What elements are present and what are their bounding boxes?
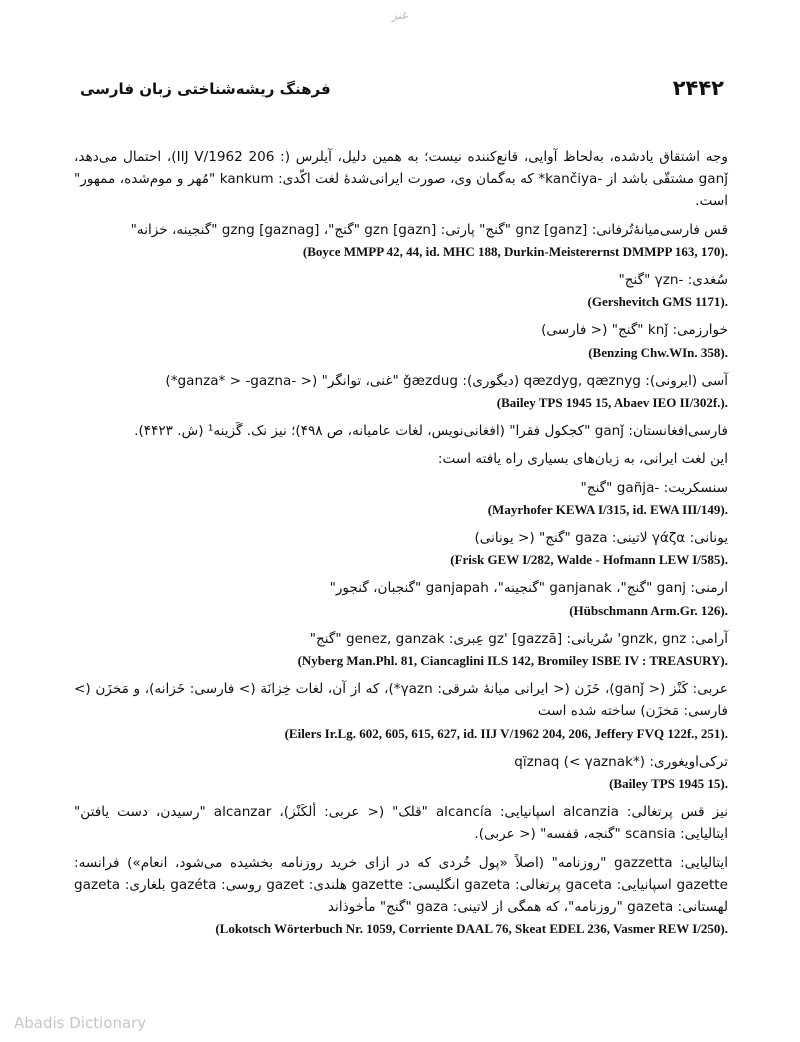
paragraph-arabic: عربی: کَنْز (< ganǰ)، خَزَن (< ایرانی میانهٔ شرقی: γazn*)، که از آن، لغات خِزانَة (> فارسی: خَزانه)، و مَخزَن (> فارسی: مَخزَن) ساخته شده است (Eilers Ir.Lg. 602, 605, 615, 627, id. IIJ V/1962 204, 206, Jeffery FVQ 122f., 251). [74,678,728,745]
paragraph-middle-persian: قس فارسی‌میانهٔ‌تُرفانی: gnz [ganz] "گنج" پارتی: gzn [gazn] "گنج"، gzng [gaznag] "گنجینه، خزانه" (Boyce MMPP 42, 44, id. MHC 188, Durkin-Meisterernst DMMPP 163, 170). [74,219,728,263]
citation: (Hübschmann Arm.Gr. 126). [569,602,728,618]
citation: (Boyce MMPP 42, 44, id. MHC 188, Durkin-Meisterernst DMMPP 163, 170). [302,243,728,259]
paragraph-khwarezmian: خوارزمی: knǰ "گنج" (< فارسی) (Benzing Chw.WIn. 358). [74,319,728,363]
citation: (Nyberg Man.Phl. 81, Ciancaglini ILS 142, Bromiley ISBE IV : TREASURY). [297,653,728,669]
page-number: ۲۴۴۲ [672,76,724,100]
paragraph-etymology: وجه اشتقاق یادشده، به‌لحاظ آوایی، قانع‌کننده نیست؛ به همین دلیل، آیلرس (: 206 IIJ V/1962)، احتمال می‌دهد، ganǰ مشتقّی باشد از -kančiya* که به‌گمان وی، صورت ایرانی‌شدهٔ لغت اکّدی: kankum "مُهر و موم‌شده، ممهور" است. [74,149,729,210]
citation: (Eilers Ir.Lg. 602, 605, 615, 627, id. IIJ V/1962 204, 206, Jeffery FVQ 122f., 251). [284,725,728,741]
paragraph-afghan-persian: فارسی‌افغانستان: ganǰ "کجکول فقرا" (افغانی‌نویس، لغات عامیانه، ص ۴۹۸)؛ نیز نک. گَزینه¹ (ش. ۴۴۲۳). [134,423,728,440]
paragraph-romance: نیز قس پرتغالی: alcanzia اسپانیایی: alcancía "قلک" (< عربی: ألکَنْز)، alcanzar "رسیدن، دست یافتن" ایتالیایی: scansia "گنجه، قفسه" (< عربی). [74,804,728,843]
top-search-word: غنز [391,8,409,22]
paragraph-armenian: ارمنی: ganj "گنج"، ganjanak "گنجینه"، ganjapah "گنجبان، گنجور" (Hübschmann Arm.Gr. 126). [74,577,728,621]
paragraph-aramaic: آرامی: gnzk, gnz' سُریانی: gz' [gazzā] عِبری: genez, ganzak "گنج" (Nyberg Man.Phl. 81, Ciancaglini ILS 142, Bromiley ISBE IV : TREASURY). [74,628,728,672]
paragraph-loanwords-intro: این لغت ایرانی، به زبان‌های بسیاری راه یافته است: [437,451,728,468]
citation: (Benzing Chw.WIn. 358). [588,344,728,360]
citation: (Bailey TPS 1945 15, Abaev IEO II/302f.). [496,395,728,411]
citation: (Bailey TPS 1945 15). [609,776,728,792]
paragraph-ossetic: آسی (ایرونی): qæzdyg, qæznyg (دیگوری): ǧæzdug "غنی، توانگر" (< -ganza* > -gazna*) (Bailey TPS 1945 15, Abaev IEO II/302f.). [74,370,728,414]
paragraph-greek: یونانی: γάζα لاتینی: gaza "گنج" (< یونانی) (Frisk GEW I/282, Walde - Hofmann LEW I/585). [74,527,728,571]
citation: (Lokotsch Wörterbuch Nr. 1059, Corriente DAAL 76, Skeat EDEL 236, Vasmer REW I/250). [215,921,728,937]
paragraph-gazette: ایتالیایی: gazzetta "روزنامه" (اصلاً «پول خُردی که در ازای خرید روزنامه بخشیده می‌شود، انعام») فرانسه: gazette اسپانیایی: gaceta پرتغالی: gazeta انگلیسی: gazette هلندی: gazet روسی: gazéta بلغاری: gazeta لهستانی: gazeta "روزنامه"، که همگی از لاتینی: gaza "گنج" مأخوذاند (Lokotsch Wörterbuch Nr. 1059, Corriente DAAL 76, Skeat EDEL 236, Vasmer REW I/250). [74,852,728,941]
citation: (Gershevitch GMS 1171). [587,294,728,310]
book-title: فرهنگ ریشه‌شناختی زبان فارسی [80,80,331,98]
paragraph-sanskrit: سنسکریت: -gañja "گنج" (Mayrhofer KEWA I/315, id. EWA III/149). [74,477,728,521]
paragraph-sogdian: سُغدی: -γzn "گنج" (Gershevitch GMS 1171). [74,269,728,313]
citation: (Mayrhofer KEWA I/315, id. EWA III/149). [487,501,728,517]
site-watermark: Abadis Dictionary [14,1014,147,1032]
paragraph-uyghur: ترکی‌اویغوری: qïznaq (< γaznak*) (Bailey TPS 1945 15). [74,751,728,795]
citation: (Frisk GEW I/282, Walde - Hofmann LEW I/585). [450,552,728,568]
dictionary-entry-body [74,146,728,947]
